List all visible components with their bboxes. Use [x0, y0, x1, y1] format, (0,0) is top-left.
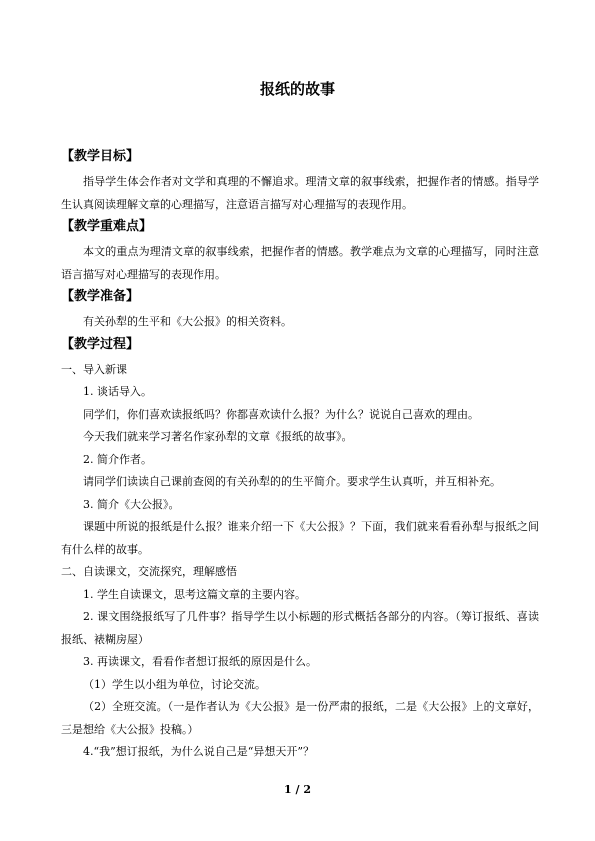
preparation-text: 有关孙犁的生平和《大公报》的相关资料。 — [83, 315, 292, 328]
section-heading-process: 【教学过程】 — [61, 336, 140, 352]
process-item: 1. 谈话导入。 — [83, 385, 152, 398]
goals-text: 指导学生体会作者对文学和真理的不懈追求。理清文章的叙事线索，把握作者的情感。指导学生认真阅读理解文章的心理描写，注意语言描写对心理描写的表现作用。 — [61, 175, 539, 211]
process-part1-title: 一、导入新课 — [61, 362, 127, 376]
section-heading-preparation: 【教学准备】 — [61, 289, 140, 304]
section-heading-goals: 【教学目标】 — [61, 149, 140, 164]
process-subitem: （1）学生以小组为单位，讨论交流。 — [83, 677, 266, 691]
section-heading-key-points: 【教学重难点】 — [61, 219, 153, 234]
process-item: 2. 简介作者。 — [83, 452, 152, 466]
process-item: 3. 再读课文，看看作者想订报纸的原因是什么。 — [83, 655, 317, 668]
process-item: 2. 课文围绕报纸写了几件事？指导学生以小标题的形式概括各部分的内容。（筹订报纸、喜读报纸、裱糊房屋） — [61, 610, 539, 646]
process-subitem: （2）全班交流。（一是作者认为《大公报》是一份严肃的报纸，二是《大公报》上的文章好，三是想给《大公报》投稿。） — [61, 700, 539, 736]
page-number: 1 / 2 — [284, 783, 311, 796]
process-line: 请同学们读读自己课前查阅的有关孙犁的的生平简介。要求学生认真听，并互相补充。 — [83, 475, 501, 488]
process-line: 同学们，你们喜欢读报纸吗？你都喜欢读什么报？为什么？说说自己喜欢的理由。 — [83, 407, 479, 421]
key-points-text: 本文的重点为理清文章的叙事线索，把握作者的情感。教学难点为文章的心理描写，同时注意语言描写对心理描写的表现作用。 — [61, 245, 539, 281]
process-line: 课题中所说的报纸是什么报？谁来介绍一下《大公报》？下面，我们就来看看孙犁与报纸之间有什么样的故事。 — [61, 520, 539, 556]
process-item: 3. 简介《大公报》。 — [83, 497, 180, 511]
document-body — [61, 146, 539, 764]
process-item: 1. 学生自读课文，思考这篇文章的主要内容。 — [83, 587, 306, 601]
process-item: 4.“我”想订报纸，为什么说自己是“异想天开”？ — [83, 745, 314, 758]
document-title: 报纸的故事 — [259, 80, 335, 98]
process-part2-title: 二、自读课文，交流探究，理解感悟 — [61, 565, 237, 578]
process-line: 今天我们就来学习著名作家孙犁的文章《报纸的故事》。 — [83, 430, 353, 443]
